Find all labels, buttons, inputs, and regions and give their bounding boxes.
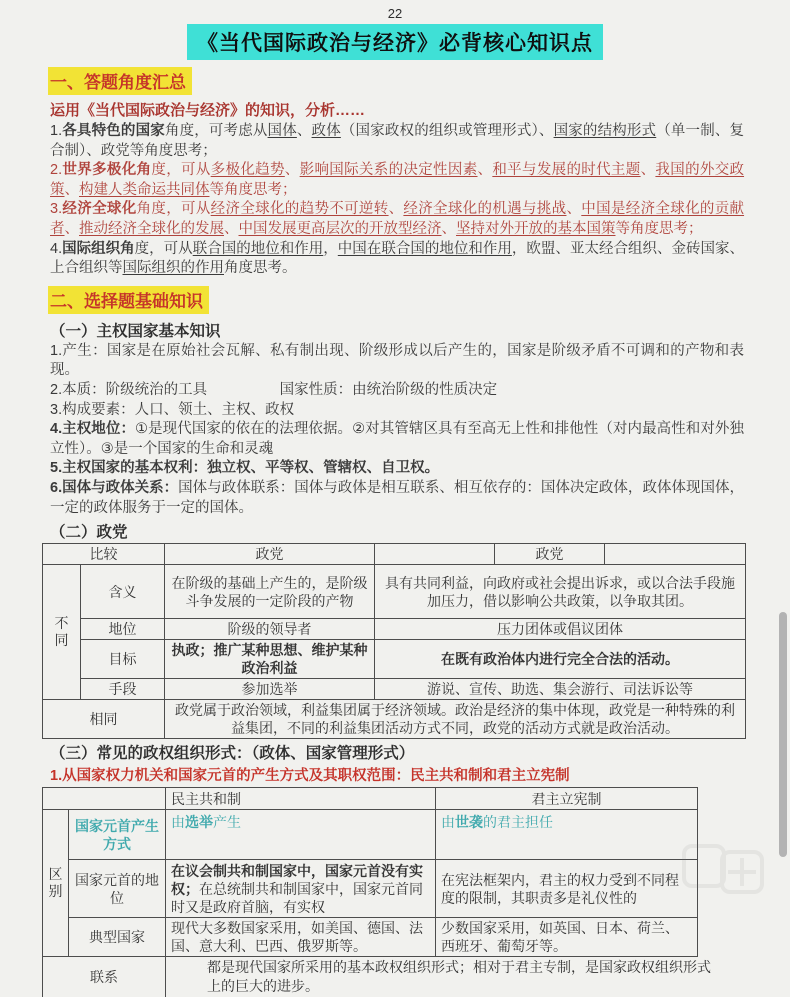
table-header-compare: 比较 bbox=[43, 544, 165, 565]
doc-title: 《当代国际政治与经济》必背核心知识点 bbox=[187, 24, 603, 60]
row-label-link: 联系 bbox=[43, 957, 166, 997]
table-cell-same-text: 政党属于政治领域，利益集团属于经济领域。政治是经济的集中体现，政党是一种特殊的利益集团，不同的利益集团活动方式不同，政党的活动方式就是政治活动。 bbox=[165, 700, 746, 739]
answer-angle-item-2: 2.世界多极化角度，可从多极化趋势、影响国际关系的决定性因素、和平与发展的时代主题、我国的外交政策、构建人类命运共同体等角度思考； bbox=[50, 162, 745, 198]
table-cell-means-party: 参加选举 bbox=[165, 679, 375, 700]
table-cell-status-party: 阶级的领导者 bbox=[165, 619, 375, 640]
title-row bbox=[0, 24, 790, 60]
sovereign-item-2: 2.本质：阶级统治的工具 国家性质：由统治阶级的性质决定 bbox=[50, 381, 498, 398]
table-cell-goal-group: 在既有政治体内进行完全合法的活动。 bbox=[375, 640, 746, 679]
subsection-heading-gov-forms: （三）常见的政权组织形式：（政体、国家管理形式） bbox=[50, 745, 415, 763]
gov-forms-subheading: 1.从国家权力机关和国家元首的产生方式及其职权范围：民主共和制和君主立宪制 bbox=[50, 768, 570, 785]
intro-line: 运用《当代国际政治与经济》的知识，分析…… bbox=[50, 102, 366, 119]
gov-cell-status-republic: 在议会制共和制国家中，国家元首没有实权；在总统制共和制国家中，国家元首同时又是政府首脑，有实权 bbox=[166, 860, 436, 918]
row-label-means: 手段 bbox=[81, 679, 165, 700]
watermark-grid-icon bbox=[720, 850, 764, 894]
table-header-spacer2 bbox=[605, 544, 746, 565]
subsection-heading-party: （二）政党 bbox=[50, 524, 128, 542]
row-label-head-selection: 国家元首产生方式 bbox=[69, 810, 166, 860]
row-label-typical-countries: 典型国家 bbox=[69, 918, 166, 957]
table-header-party2: 政党 bbox=[495, 544, 605, 565]
gov-cell-link-text bbox=[166, 957, 711, 997]
section-heading-choice-basics: 二、选择题基础知识 bbox=[48, 286, 209, 314]
row-label-same: 相同 bbox=[43, 700, 165, 739]
subsection-heading-sovereign: （一）主权国家基本知识 bbox=[50, 322, 221, 340]
government-form-table bbox=[42, 787, 711, 997]
answer-angle-item-3: 3.经济全球化角度，可从经济全球化的趋势不可逆转、经济全球化的机遇与挑战、中国是经济全球化的贡献者、推动经济全球化的发展、中国发展更高层次的开放型经济、坚持对外开放的基本国策等角度思考； bbox=[50, 201, 745, 237]
table-cell-meaning-party: 在阶级的基础上产生的，是阶级斗争发展的一定阶段的产物 bbox=[165, 565, 375, 619]
table-cell-means-group: 游说、宣传、助选、集会游行、司法诉讼等 bbox=[375, 679, 746, 700]
sovereign-item-4: 4.主权地位：①是现代国家的依在的法理依据。②对其管辖区具有至高无上性和排他性（对内最高性和对外独立性）。③是一个国家的生命和灵魂 bbox=[50, 421, 744, 457]
row-label-goal: 目标 bbox=[81, 640, 165, 679]
party-comparison-table bbox=[42, 543, 746, 739]
row-label-head-status: 国家元首的地位 bbox=[69, 860, 166, 918]
scrollbar-thumb[interactable] bbox=[779, 612, 787, 857]
page-number: 22 bbox=[387, 6, 403, 21]
gov-cell-countries-monarchy: 少数国家采用，如英国、日本、荷兰、西班牙、葡萄牙等。 bbox=[436, 918, 698, 957]
sovereign-item-5: 5.主权国家的基本权利：独立权、平等权、管辖权、自卫权。 bbox=[50, 460, 440, 477]
row-group-label-difference: 区别 bbox=[43, 810, 69, 957]
row-label-meaning: 含义 bbox=[81, 565, 165, 619]
table-cell-status-group: 压力团体或倡议团体 bbox=[375, 619, 746, 640]
answer-angle-item-4: 4.国际组织角度，可从联合国的地位和作用，中国在联合国的地位和作用，欧盟、亚太经合组织、金砖国家、上合组织等国际组织的作用角度思考。 bbox=[50, 240, 745, 277]
document-body bbox=[0, 60, 790, 997]
gov-table-header-republic: 民主共和制 bbox=[166, 788, 436, 810]
link-text: 都是现代国家所采用的基本政权组织形式；相对于君主专制，是国家政权组织形式上的巨大的进步。 bbox=[207, 959, 711, 995]
gov-table-header-spacer bbox=[43, 788, 166, 810]
gov-cell-selection-monarchy: 由世袭的君主担任 bbox=[436, 810, 698, 860]
row-group-label-different: 不同 bbox=[43, 565, 81, 700]
gov-table-header-monarchy: 君主立宪制 bbox=[436, 788, 698, 810]
sovereign-item-3: 3.构成要素：人口、领土、主权、政权 bbox=[50, 401, 295, 418]
table-header-party1: 政党 bbox=[165, 544, 375, 565]
table-header-spacer1 bbox=[375, 544, 495, 565]
section-heading-answer-angles: 一、答题角度汇总 bbox=[48, 67, 192, 95]
gov-cell-status-monarchy: 在宪法框架内，君主的权力受到不同程度的限制，其职责多是礼仪性的 bbox=[436, 860, 698, 918]
gov-cell-selection-republic: 由选举产生 bbox=[166, 810, 436, 860]
table-cell-meaning-group: 具有共同利益，向政府或社会提出诉求，或以合法手段施加压力，借以影响公共政策，以争取其团。 bbox=[375, 565, 746, 619]
row-label-status: 地位 bbox=[81, 619, 165, 640]
watermark-logo bbox=[682, 844, 768, 900]
sovereign-item-6: 6.国体与政体关系：国体与政体联系：国体与政体是相互联系、相互依存的：国体决定政体，政体体现国体，一定的政体服务于一定的国体。 bbox=[50, 479, 744, 516]
gov-cell-countries-republic: 现代大多数国家采用，如美国、德国、法国、意大利、巴西、俄罗斯等。 bbox=[166, 918, 436, 957]
sovereign-item-1: 1.产生：国家是在原始社会瓦解、私有制出现、阶级形成以后产生的，国家是阶级矛盾不可调和的产物和表现。 bbox=[50, 342, 744, 379]
answer-angle-item-1: 1.各具特色的国家角度，可考虑从国体、政体（国家政权的组织或管理形式）、国家的结构形式（单一制、复合制）、政党等角度思考； bbox=[50, 123, 745, 159]
table-cell-goal-party: 执政；推广某种思想、维护某种政治利益 bbox=[165, 640, 375, 679]
